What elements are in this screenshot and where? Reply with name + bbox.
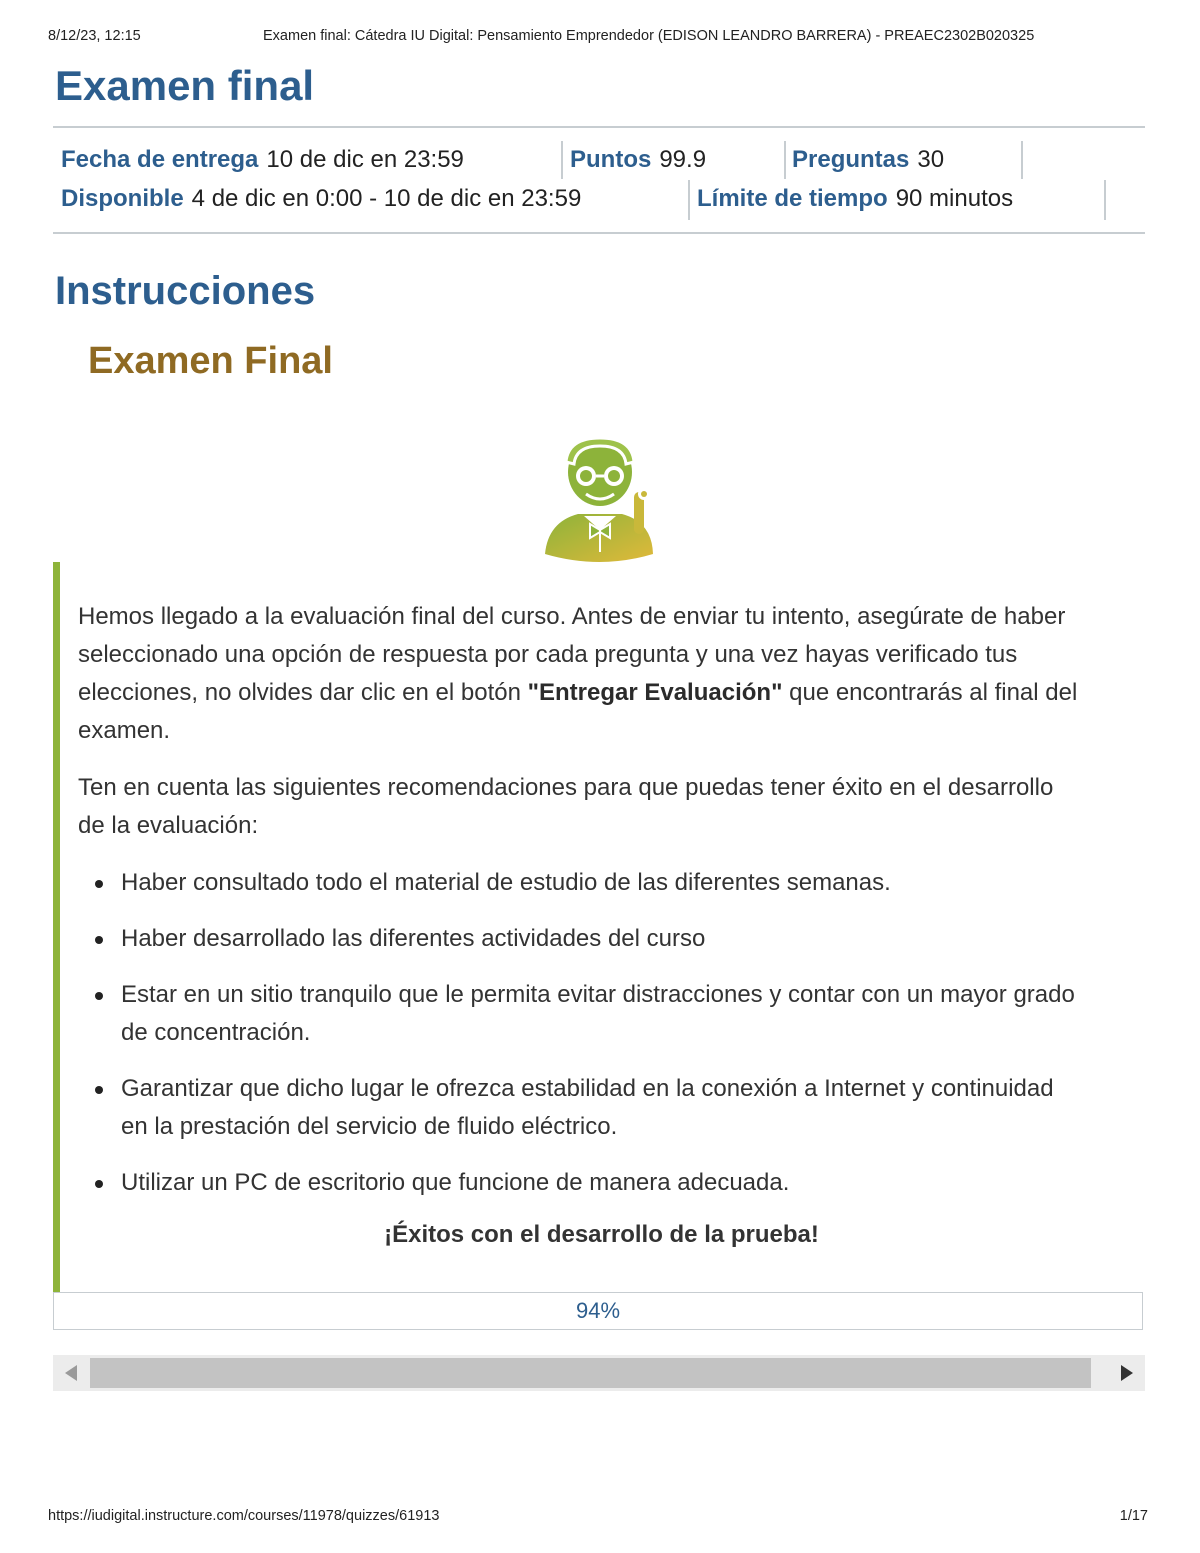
arrow-left-icon [53,1355,89,1391]
detail-time-limit [697,184,1013,214]
instructions-subheading: Examen Final [88,340,333,382]
detail-separator [784,141,786,179]
questions-label: Preguntas [792,146,910,173]
horizontal-scrollbar[interactable] [53,1355,1145,1391]
due-date-label: Fecha de entrega [61,146,259,173]
available-label: Disponible [61,185,184,212]
para1-text-start: Hemos llegado a la evaluación final del curso. Antes de enviar tu intento, asegúrate de haber seleccionado una opción de respuesta por cada pregunta y una vez hayas verificado tus elecciones, no olvides dar clic en el botón [78,603,1066,706]
list-item: Garantizar que dicho lugar le ofrezca estabilidad en la conexión a Internet y continuidad en la prestación del servicio de fluido eléctrico. [78,1070,1078,1146]
due-date-value: 10 de dic en 23:59 [266,146,464,173]
list-item: Utilizar un PC de escritorio que funcione de manera adecuada. [78,1164,1078,1202]
questions-value: 30 [917,146,945,173]
time-limit-value: 90 minutos [895,185,1014,212]
details-top-divider [53,126,1145,128]
print-url: https://iudigital.instructure.com/courses/11978/quizzes/61913 [48,1508,440,1524]
print-header [48,28,1152,48]
time-limit-label: Límite de tiempo [697,185,888,212]
detail-available [61,184,581,214]
instructions-heading: Instrucciones [55,269,316,313]
list-item: Haber consultado todo el material de estudio de las diferentes semanas. [78,864,1078,902]
scrollbar-thumb[interactable] [90,1358,1091,1388]
zoom-indicator [53,1292,1143,1330]
list-item: Haber desarrollado las diferentes actividades del curso [78,920,1078,958]
instructions-paragraph-1 [78,598,1078,750]
detail-points [570,145,706,175]
arrow-right-icon [1109,1355,1145,1391]
detail-questions [792,145,944,175]
print-footer [48,1508,1152,1528]
detail-separator [688,180,690,220]
scroll-left-button[interactable] [53,1355,89,1391]
para1-text-end: que encontrarás al final del examen. [78,679,1078,744]
scroll-right-button[interactable] [1109,1355,1145,1391]
points-value: 99.9 [659,146,707,173]
zoom-level: 94% [575,1298,621,1323]
detail-separator [1104,180,1106,220]
details-bottom-divider [53,232,1145,234]
print-date: 8/12/23, 12:15 [48,28,141,44]
points-label: Puntos [570,146,652,173]
available-value: 4 de dic en 0:00 - 10 de dic en 23:59 [191,185,582,212]
print-page-number: 1/17 [1119,1508,1148,1524]
closing-message: ¡Éxitos con el desarrollo de la prueba! [384,1221,819,1248]
page-title: Examen final [55,62,315,109]
detail-due-date [61,145,464,175]
recommendations-list [78,864,1078,1220]
detail-separator [561,141,563,179]
professor-mascot-icon [540,434,660,564]
instructions-callout [53,562,1143,1292]
detail-separator [1021,141,1023,179]
list-item: Estar en un sitio tranquilo que le permita evitar distracciones y contar con un mayor grado de concentración. [78,976,1078,1052]
print-document-title: Examen final: Cátedra IU Digital: Pensamiento Emprendedor (EDISON LEANDRO BARRERA) - PREAEC2302B020325 [263,28,1035,44]
submit-button-reference: "Entregar Evaluación" [527,679,783,706]
instructions-paragraph-2: Ten en cuenta las siguientes recomendaciones para que puedas tener éxito en el desarrollo de la evaluación: [78,774,1054,839]
